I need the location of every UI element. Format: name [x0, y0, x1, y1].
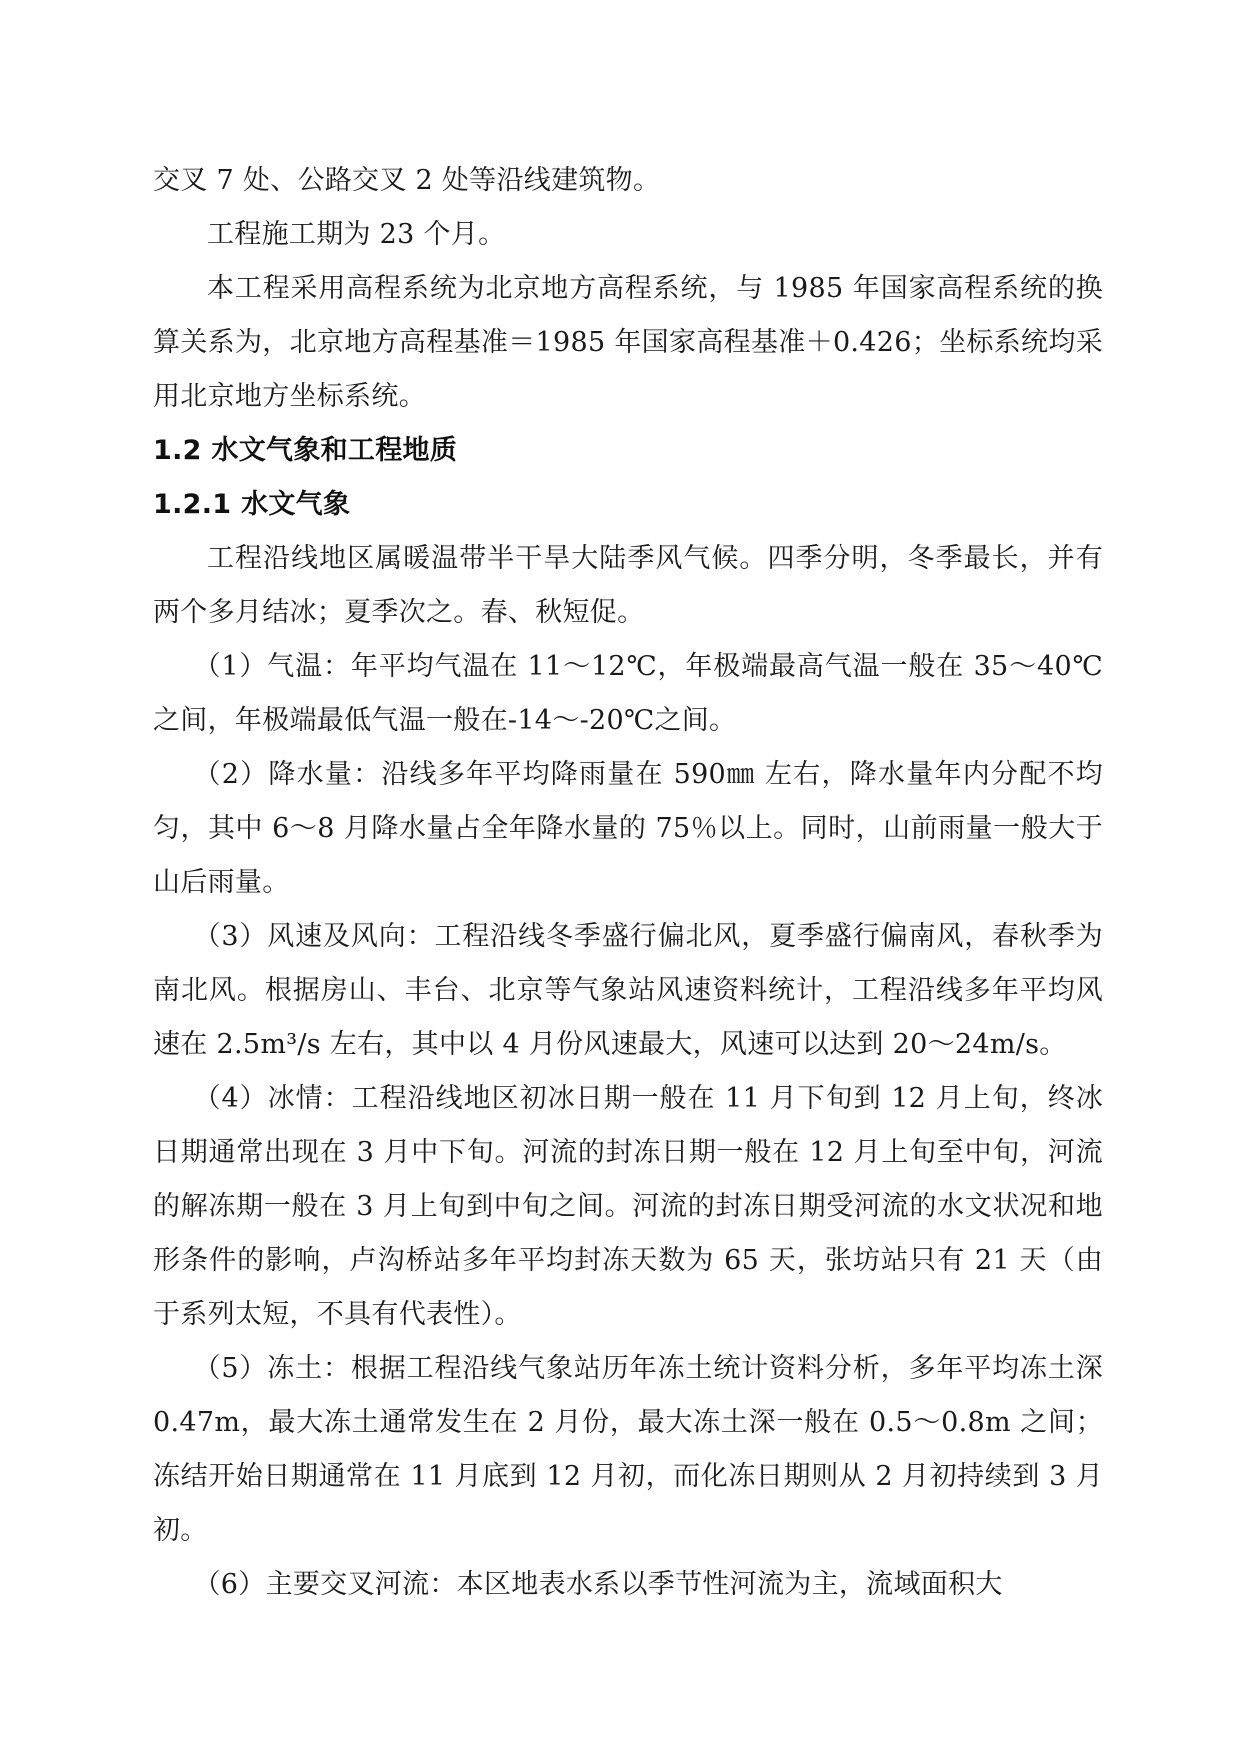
paragraph-precipitation: （2）降水量：沿线多年平均降雨量在 590㎜ 左右，降水量年内分配不均匀，其中 6～8 月降水量占全年降水量的 75％以上。同时，山前雨量一般大于山后雨量。	[153, 759, 1103, 898]
section-heading-1-2-1: 1.2.1 水文气象	[153, 489, 351, 520]
paragraph-elevation-system: 本工程采用高程系统为北京地方高程系统，与 1985 年国家高程系统的换算关系为，北京地方高程基准＝1985 年国家高程基准＋0.426；坐标系统均采用北京地方坐标系统。	[153, 273, 1103, 412]
paragraph-wind: （3）风速及风向：工程沿线冬季盛行偏北风，夏季盛行偏南风，春秋季为南北风。根据房山、丰台、北京等气象站风速资料统计，工程沿线多年平均风速在 2.5m³/s 左右，其中以 4 月份风速最大，风速可以达到 20～24m/s。	[153, 921, 1103, 1060]
paragraph-construction-period: 工程施工期为 23 个月。	[207, 219, 506, 250]
document-body	[153, 154, 1103, 1612]
paragraph-ice: （4）冰情：工程沿线地区初冰日期一般在 11 月下旬到 12 月上旬，终冰日期通常出现在 3 月中下旬。河流的封冻日期一般在 12 月上旬至中旬，河流的解冻期一般在 3 月上旬到中旬之间。河流的封冻日期受河流的水文状况和地形条件的影响，卢沟桥站多年平均封冻天数为 65 天，张坊站只有 21 天（由于系列太短，不具有代表性）。	[153, 1083, 1103, 1330]
paragraph-temperature: （1）气温：年平均气温在 11～12℃，年极端最高气温一般在 35～40℃之间，年极端最低气温一般在-14～-20℃之间。	[153, 651, 1103, 736]
paragraph-rivers: （6）主要交叉河流：本区地表水系以季节性河流为主，流域面积大	[193, 1569, 1003, 1600]
section-heading-1-2: 1.2 水文气象和工程地质	[153, 435, 458, 466]
paragraph-frozen-soil: （5）冻土：根据工程沿线气象站历年冻土统计资料分析，多年平均冻土深 0.47m，最大冻土通常发生在 2 月份，最大冻土深一般在 0.5～0.8m 之间；冻结开始日期通常在 11 月底到 12 月初，而化冻日期则从 2 月初持续到 3 月初。	[153, 1353, 1103, 1546]
paragraph-climate: 工程沿线地区属暖温带半干旱大陆季风气候。四季分明，冬季最长，并有两个多月结冰；夏季次之。春、秋短促。	[153, 543, 1103, 628]
paragraph-continued: 交叉 7 处、公路交叉 2 处等沿线建筑物。	[153, 165, 661, 196]
